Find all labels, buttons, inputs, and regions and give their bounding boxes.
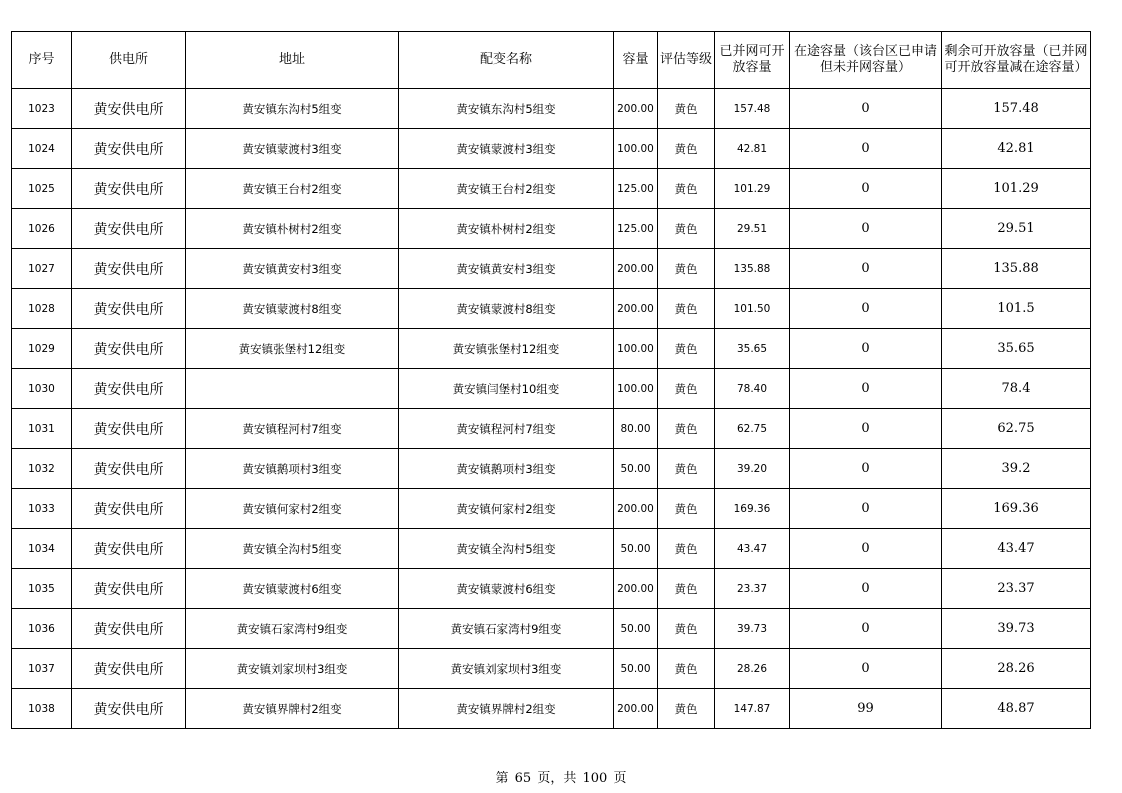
cell-transformer-name: 黄安镇何家村2组变 (399, 489, 614, 529)
cell-remaining-capacity: 48.87 (942, 689, 1091, 729)
cell-address: 黄安镇程河村7组变 (186, 409, 399, 449)
cell-in-transit-capacity: 0 (790, 289, 942, 329)
cell-remaining-capacity: 39.2 (942, 449, 1091, 489)
header-transformer-name: 配变名称 (399, 32, 614, 89)
cell-transformer-name: 黄安镇蒙渡村3组变 (399, 129, 614, 169)
cell-capacity: 50.00 (614, 529, 658, 569)
cell-in-transit-capacity: 0 (790, 89, 942, 129)
cell-rating: 黄色 (658, 409, 715, 449)
cell-connected-capacity: 43.47 (715, 529, 790, 569)
table-row (12, 289, 1091, 329)
cell-connected-capacity: 42.81 (715, 129, 790, 169)
header-rating: 评估等级 (658, 32, 715, 89)
table-row (12, 609, 1091, 649)
table-row (12, 369, 1091, 409)
cell-seq: 1024 (12, 129, 72, 169)
cell-station: 黄安供电所 (72, 569, 186, 609)
cell-remaining-capacity: 35.65 (942, 329, 1091, 369)
cell-remaining-capacity: 101.29 (942, 169, 1091, 209)
header-station: 供电所 (72, 32, 186, 89)
total-pages: 100 (582, 771, 608, 786)
cell-address: 黄安镇全沟村5组变 (186, 529, 399, 569)
table-header-row (12, 32, 1091, 89)
cell-rating: 黄色 (658, 449, 715, 489)
cell-capacity: 50.00 (614, 449, 658, 489)
cell-seq: 1029 (12, 329, 72, 369)
cell-in-transit-capacity: 0 (790, 249, 942, 289)
table-row (12, 89, 1091, 129)
cell-address: 黄安镇何家村2组变 (186, 489, 399, 529)
table-row (12, 449, 1091, 489)
cell-seq: 1028 (12, 289, 72, 329)
cell-capacity: 80.00 (614, 409, 658, 449)
cell-connected-capacity: 35.65 (715, 329, 790, 369)
page-suffix: 页 (613, 771, 627, 786)
table-row (12, 169, 1091, 209)
cell-seq: 1026 (12, 209, 72, 249)
cell-station: 黄安供电所 (72, 249, 186, 289)
cell-rating: 黄色 (658, 249, 715, 289)
cell-seq: 1031 (12, 409, 72, 449)
cell-seq: 1023 (12, 89, 72, 129)
cell-station: 黄安供电所 (72, 89, 186, 129)
cell-remaining-capacity: 78.4 (942, 369, 1091, 409)
cell-address: 黄安镇蒙渡村8组变 (186, 289, 399, 329)
header-capacity: 容量 (614, 32, 658, 89)
cell-address (186, 369, 399, 409)
table-row (12, 329, 1091, 369)
header-remaining-capacity: 剩余可开放容量（已并网可开放容量减在途容量） (942, 32, 1091, 89)
table-row (12, 409, 1091, 449)
cell-address: 黄安镇东沟村5组变 (186, 89, 399, 129)
cell-seq: 1025 (12, 169, 72, 209)
cell-seq: 1038 (12, 689, 72, 729)
cell-transformer-name: 黄安镇王台村2组变 (399, 169, 614, 209)
cell-connected-capacity: 39.73 (715, 609, 790, 649)
cell-remaining-capacity: 29.51 (942, 209, 1091, 249)
cell-transformer-name: 黄安镇界牌村2组变 (399, 689, 614, 729)
cell-address: 黄安镇蒙渡村6组变 (186, 569, 399, 609)
cell-in-transit-capacity: 99 (790, 689, 942, 729)
cell-rating: 黄色 (658, 489, 715, 529)
cell-transformer-name: 黄安镇黄安村3组变 (399, 249, 614, 289)
cell-station: 黄安供电所 (72, 129, 186, 169)
header-address: 地址 (186, 32, 399, 89)
cell-connected-capacity: 157.48 (715, 89, 790, 129)
cell-transformer-name: 黄安镇张堡村12组变 (399, 329, 614, 369)
cell-in-transit-capacity: 0 (790, 369, 942, 409)
cell-connected-capacity: 62.75 (715, 409, 790, 449)
cell-seq: 1036 (12, 609, 72, 649)
cell-remaining-capacity: 62.75 (942, 409, 1091, 449)
cell-transformer-name: 黄安镇蒙渡村6组变 (399, 569, 614, 609)
cell-rating: 黄色 (658, 369, 715, 409)
cell-address: 黄安镇张堡村12组变 (186, 329, 399, 369)
cell-remaining-capacity: 23.37 (942, 569, 1091, 609)
page-mid: 页，共 (537, 771, 577, 786)
cell-capacity: 200.00 (614, 249, 658, 289)
cell-seq: 1033 (12, 489, 72, 529)
cell-in-transit-capacity: 0 (790, 169, 942, 209)
cell-station: 黄安供电所 (72, 329, 186, 369)
table-row (12, 129, 1091, 169)
cell-in-transit-capacity: 0 (790, 529, 942, 569)
cell-seq: 1032 (12, 449, 72, 489)
cell-station: 黄安供电所 (72, 449, 186, 489)
cell-rating: 黄色 (658, 169, 715, 209)
cell-in-transit-capacity: 0 (790, 449, 942, 489)
cell-rating: 黄色 (658, 329, 715, 369)
table-row (12, 489, 1091, 529)
cell-address: 黄安镇石家湾村9组变 (186, 609, 399, 649)
table-row (12, 689, 1091, 729)
cell-station: 黄安供电所 (72, 609, 186, 649)
cell-rating: 黄色 (658, 649, 715, 689)
cell-transformer-name: 黄安镇蒙渡村8组变 (399, 289, 614, 329)
cell-address: 黄安镇界牌村2组变 (186, 689, 399, 729)
cell-rating: 黄色 (658, 689, 715, 729)
header-seq: 序号 (12, 32, 72, 89)
cell-rating: 黄色 (658, 609, 715, 649)
cell-address: 黄安镇蒙渡村3组变 (186, 129, 399, 169)
cell-remaining-capacity: 101.5 (942, 289, 1091, 329)
cell-capacity: 200.00 (614, 89, 658, 129)
cell-in-transit-capacity: 0 (790, 409, 942, 449)
cell-connected-capacity: 135.88 (715, 249, 790, 289)
cell-rating: 黄色 (658, 129, 715, 169)
header-in-transit-capacity: 在途容量（该台区已申请但未并网容量） (790, 32, 942, 89)
cell-seq: 1030 (12, 369, 72, 409)
cell-station: 黄安供电所 (72, 169, 186, 209)
cell-transformer-name: 黄安镇刘家坝村3组变 (399, 649, 614, 689)
cell-in-transit-capacity: 0 (790, 569, 942, 609)
table-row (12, 249, 1091, 289)
cell-station: 黄安供电所 (72, 649, 186, 689)
cell-address: 黄安镇黄安村3组变 (186, 249, 399, 289)
capacity-table (11, 31, 1091, 729)
header-connected-capacity: 已并网可开放容量 (715, 32, 790, 89)
cell-in-transit-capacity: 0 (790, 129, 942, 169)
cell-capacity: 100.00 (614, 329, 658, 369)
table-row (12, 649, 1091, 689)
cell-station: 黄安供电所 (72, 369, 186, 409)
table-row (12, 569, 1091, 609)
cell-remaining-capacity: 42.81 (942, 129, 1091, 169)
cell-capacity: 125.00 (614, 169, 658, 209)
cell-transformer-name: 黄安镇鹅项村3组变 (399, 449, 614, 489)
cell-remaining-capacity: 157.48 (942, 89, 1091, 129)
cell-seq: 1034 (12, 529, 72, 569)
cell-station: 黄安供电所 (72, 289, 186, 329)
cell-address: 黄安镇王台村2组变 (186, 169, 399, 209)
cell-capacity: 50.00 (614, 609, 658, 649)
cell-address: 黄安镇刘家坝村3组变 (186, 649, 399, 689)
cell-connected-capacity: 28.26 (715, 649, 790, 689)
cell-transformer-name: 黄安镇朴树村2组变 (399, 209, 614, 249)
cell-station: 黄安供电所 (72, 409, 186, 449)
cell-in-transit-capacity: 0 (790, 609, 942, 649)
cell-station: 黄安供电所 (72, 529, 186, 569)
cell-in-transit-capacity: 0 (790, 209, 942, 249)
cell-rating: 黄色 (658, 569, 715, 609)
cell-capacity: 100.00 (614, 129, 658, 169)
cell-address: 黄安镇鹅项村3组变 (186, 449, 399, 489)
cell-station: 黄安供电所 (72, 209, 186, 249)
cell-rating: 黄色 (658, 529, 715, 569)
table-row (12, 209, 1091, 249)
cell-capacity: 200.00 (614, 489, 658, 529)
cell-remaining-capacity: 28.26 (942, 649, 1091, 689)
page-prefix: 第 (495, 771, 509, 786)
table-body (12, 89, 1091, 729)
cell-transformer-name: 黄安镇全沟村5组变 (399, 529, 614, 569)
cell-connected-capacity: 169.36 (715, 489, 790, 529)
cell-station: 黄安供电所 (72, 489, 186, 529)
cell-rating: 黄色 (658, 209, 715, 249)
cell-remaining-capacity: 135.88 (942, 249, 1091, 289)
cell-in-transit-capacity: 0 (790, 649, 942, 689)
cell-transformer-name: 黄安镇石家湾村9组变 (399, 609, 614, 649)
cell-remaining-capacity: 169.36 (942, 489, 1091, 529)
cell-seq: 1027 (12, 249, 72, 289)
cell-capacity: 125.00 (614, 209, 658, 249)
cell-transformer-name: 黄安镇闫堡村10组变 (399, 369, 614, 409)
current-page: 65 (514, 771, 532, 786)
cell-remaining-capacity: 39.73 (942, 609, 1091, 649)
cell-capacity: 100.00 (614, 369, 658, 409)
cell-connected-capacity: 39.20 (715, 449, 790, 489)
cell-capacity: 200.00 (614, 289, 658, 329)
cell-station: 黄安供电所 (72, 689, 186, 729)
cell-rating: 黄色 (658, 89, 715, 129)
cell-in-transit-capacity: 0 (790, 489, 942, 529)
cell-transformer-name: 黄安镇东沟村5组变 (399, 89, 614, 129)
cell-seq: 1035 (12, 569, 72, 609)
cell-address: 黄安镇朴树村2组变 (186, 209, 399, 249)
cell-transformer-name: 黄安镇程河村7组变 (399, 409, 614, 449)
cell-connected-capacity: 78.40 (715, 369, 790, 409)
cell-connected-capacity: 29.51 (715, 209, 790, 249)
cell-connected-capacity: 101.50 (715, 289, 790, 329)
cell-rating: 黄色 (658, 289, 715, 329)
cell-connected-capacity: 23.37 (715, 569, 790, 609)
cell-remaining-capacity: 43.47 (942, 529, 1091, 569)
cell-seq: 1037 (12, 649, 72, 689)
table-row (12, 529, 1091, 569)
cell-capacity: 50.00 (614, 649, 658, 689)
page-footer (0, 767, 1122, 786)
cell-capacity: 200.00 (614, 569, 658, 609)
cell-connected-capacity: 101.29 (715, 169, 790, 209)
cell-connected-capacity: 147.87 (715, 689, 790, 729)
cell-in-transit-capacity: 0 (790, 329, 942, 369)
cell-capacity: 200.00 (614, 689, 658, 729)
